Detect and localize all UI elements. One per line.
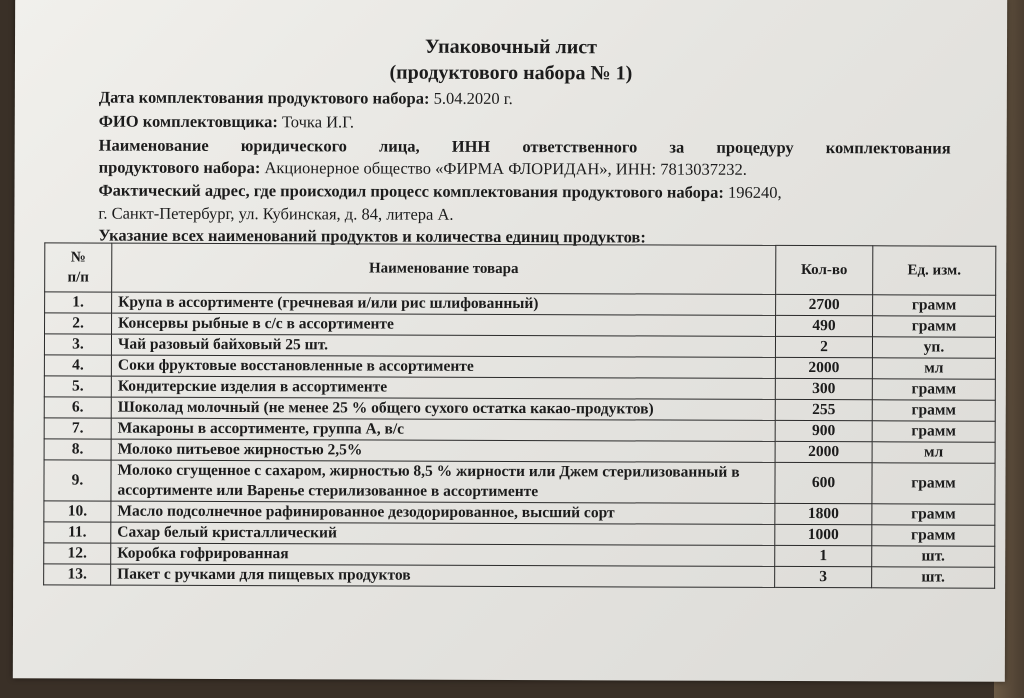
cell-qty: 2 — [775, 336, 872, 357]
cell-name: Молоко питьевое жирностью 2,5% — [111, 439, 775, 462]
cell-unit: грамм — [872, 379, 995, 400]
table-row — [44, 397, 995, 421]
cell-num: 9. — [44, 460, 111, 501]
cell-name: Макароны в ассортименте, группа А, в/с — [111, 418, 775, 441]
cell-num: 1. — [45, 292, 112, 313]
cell-num: 13. — [44, 564, 111, 585]
table-header-row — [45, 243, 996, 295]
header-unit: Ед. изм. — [873, 246, 996, 295]
products-table — [43, 242, 996, 588]
packing-list-sheet — [13, 0, 1007, 682]
table-row — [44, 334, 995, 358]
cell-qty: 300 — [775, 378, 872, 399]
entity-line-1 — [99, 136, 951, 159]
cell-qty: 490 — [776, 315, 873, 336]
cell-name: Консервы рыбные в с/с в ассортименте — [112, 313, 776, 336]
cell-num: 3. — [44, 334, 111, 355]
address-line-2 — [98, 204, 453, 225]
address-value: 196240, — [727, 182, 782, 202]
table-row — [44, 501, 995, 525]
cell-unit: уп. — [872, 337, 995, 358]
cell-name: Шоколад молочный (не менее 25 % общего сухого остатка какао-продуктов) — [111, 397, 775, 420]
cell-qty: 3 — [775, 566, 872, 587]
cell-qty: 1 — [775, 545, 872, 566]
cell-name: Пакет с ручками для пищевых продуктов — [111, 564, 775, 587]
table-row — [44, 376, 995, 400]
cell-name: Сахар белый кристаллический — [111, 522, 775, 545]
header-num — [45, 243, 112, 292]
cell-unit: грамм — [872, 421, 995, 442]
cell-num: 6. — [44, 397, 111, 418]
cell-qty: 255 — [775, 399, 872, 420]
document-subtitle: (продуктового набора № 1) — [389, 61, 633, 85]
cell-name: Кондитерские изделия в ассортименте — [111, 376, 775, 399]
cell-name: Коробка гофрированная — [111, 543, 775, 566]
cell-unit: грамм — [873, 295, 996, 316]
cell-unit: шт. — [872, 567, 995, 588]
cell-qty: 1000 — [775, 524, 872, 545]
cell-unit: грамм — [872, 400, 995, 421]
cell-qty: 2000 — [775, 441, 872, 462]
address-label: Фактический адрес, где происходил процесс комплектования продуктового набора: — [98, 180, 724, 202]
packer-line — [99, 112, 354, 133]
cell-num: 2. — [45, 313, 112, 334]
cell-num: 8. — [44, 439, 111, 460]
header-qty: Кол-во — [776, 245, 873, 294]
cell-unit: шт. — [872, 546, 995, 567]
packer-label: ФИО комплектовщика: — [98, 111, 278, 132]
header-name: Наименование товара — [112, 243, 776, 294]
header-num-sign: № — [70, 249, 86, 266]
cell-qty: 1800 — [775, 503, 872, 524]
date-line — [99, 88, 513, 109]
table-row — [44, 543, 995, 567]
cell-num: 5. — [44, 376, 111, 397]
entity-label-cont: продуктового набора: — [98, 157, 261, 178]
cell-unit: грамм — [872, 463, 995, 504]
table-row — [44, 564, 995, 588]
cell-name: Масло подсолнечное рафинированное дезодорированное, высший сорт — [111, 501, 775, 524]
address-value-cont: г. Санкт-Петербург, ул. Кубинская, д. 84, литера А. — [98, 203, 454, 224]
cell-qty: 600 — [775, 462, 872, 503]
cell-num: 12. — [44, 543, 111, 564]
list-heading: Указание всех наименований продуктов и количества единиц продуктов: — [98, 225, 646, 247]
cell-num: 11. — [44, 522, 111, 543]
packer-value: Точка И.Г. — [281, 112, 355, 132]
cell-unit: грамм — [872, 525, 995, 546]
table-row — [44, 355, 995, 379]
cell-qty: 2700 — [776, 294, 873, 315]
cell-name: Чай разовый байховый 25 шт. — [111, 334, 775, 357]
table-row — [45, 292, 996, 316]
table-row — [44, 460, 995, 504]
cell-unit: мл — [872, 358, 995, 379]
entity-line-2 — [99, 158, 747, 180]
cell-qty: 900 — [775, 420, 872, 441]
cell-num: 10. — [44, 501, 111, 522]
table-row — [45, 313, 996, 337]
entity-value: Акционерное общество «ФИРМА ФЛОРИДАН», ИНН: 7813037232. — [264, 158, 747, 179]
cell-num: 7. — [44, 418, 111, 439]
date-label: Дата комплектования продуктового набора: — [98, 87, 430, 108]
cell-name: Крупа в ассортименте (гречневая и/или рис шлифованный) — [112, 292, 776, 315]
header-num-pp: п/п — [67, 269, 89, 286]
cell-name: Молоко сгущенное с сахаром, жирностью 8,5 % жирности или Джем стерилизованный в ассортименте или Варенье стерилизованное в ассортименте — [111, 460, 775, 503]
table-row — [44, 418, 995, 442]
cell-unit: грамм — [872, 504, 995, 525]
document-title: Упаковочный лист — [425, 35, 597, 59]
cell-unit: мл — [872, 442, 995, 463]
date-value: 5.04.2020 г. — [433, 88, 513, 109]
cell-unit: грамм — [873, 316, 996, 337]
entity-label: Наименование юридического лица, ИНН ответственного за процедуру комплектования — [98, 135, 951, 158]
cell-name: Соки фруктовые восстановленные в ассортименте — [111, 355, 775, 378]
table-row — [44, 522, 995, 546]
cell-qty: 2000 — [775, 357, 872, 378]
address-line-1 — [98, 181, 781, 203]
table-row — [44, 439, 995, 463]
cell-num: 4. — [44, 355, 111, 376]
